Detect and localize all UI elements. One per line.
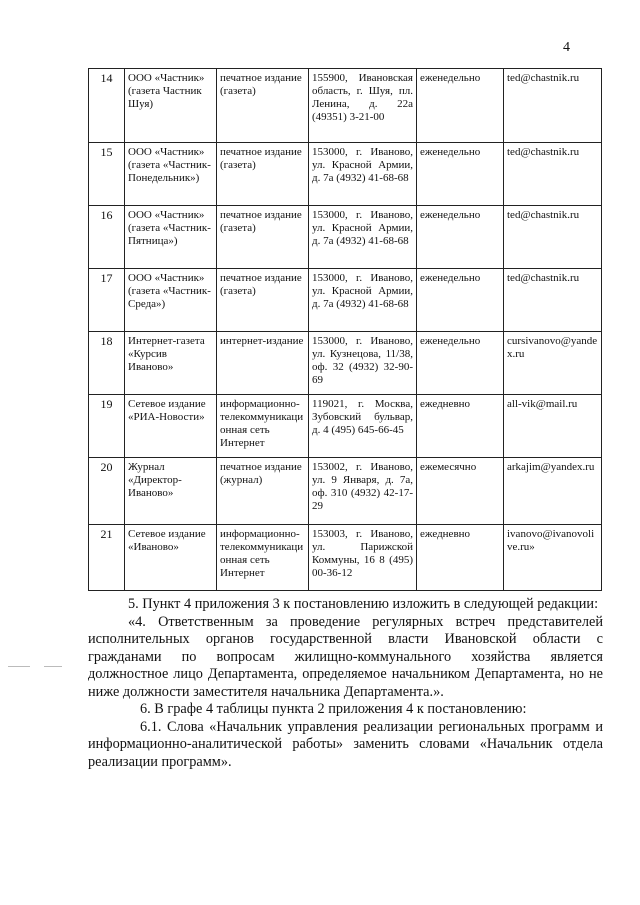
table-row (89, 206, 602, 269)
table-row (89, 269, 602, 332)
organization-name: Журнал «Директор-Иваново» (125, 458, 217, 525)
media-type: печатное издание (газета) (217, 143, 309, 206)
scan-mark (44, 666, 62, 667)
table-row (89, 332, 602, 395)
publication-frequency: еженедельно (417, 69, 504, 143)
row-number: 15 (89, 143, 125, 206)
email: ted@chastnik.ru (504, 143, 602, 206)
publication-frequency: еженедельно (417, 269, 504, 332)
organization-name: Интернет-газета «Курсив Иваново» (125, 332, 217, 395)
email: arkajim@yandex.ru (504, 458, 602, 525)
table-row (89, 143, 602, 206)
paragraph-item-6: 6. В графе 4 таблицы пункта 2 приложения 4 к постановлению: (140, 701, 527, 717)
media-type: информационно-телекоммуникационная сеть Интернет (217, 395, 309, 458)
row-number: 20 (89, 458, 125, 525)
media-type: информационно-телекоммуникационная сеть Интернет (217, 525, 309, 591)
address-contacts: 153000, г. Иваново, ул. Красной Армии, д. 7а (4932) 41-68-68 (309, 269, 417, 332)
organization-name: ООО «Частник» (газета Частник Шуя) (125, 69, 217, 143)
media-type: печатное издание (газета) (217, 206, 309, 269)
paragraph-item-6-1: 6.1. Слова «Начальник управления реализации региональных программ и информационно-аналитической работы» заменить словами «Начальник отдела реализации программ». (88, 718, 603, 770)
address-contacts: 119021, г. Москва, Зубовский бульвар, д. 4 (495) 645-66-45 (309, 395, 417, 458)
email: all-vik@mail.ru (504, 395, 602, 458)
address-contacts: 153002, г. Иваново, ул. 9 Января, д. 7а, оф. 310 (4932) 42-17-29 (309, 458, 417, 525)
address-contacts: 153003, г. Иваново, ул. Парижской Коммуны, 16 8 (495) 00-36-12 (309, 525, 417, 591)
media-table (88, 68, 602, 591)
email: cursivanovo@yandex.ru (504, 332, 602, 395)
row-number: 18 (89, 332, 125, 395)
row-number: 17 (89, 269, 125, 332)
address-contacts: 155900, Ивановская область, г. Шуя, пл. Ленина, д. 22а (49351) 3-21-00 (309, 69, 417, 143)
organization-name: Сетевое издание «РИА-Новости» (125, 395, 217, 458)
scan-mark (8, 666, 30, 667)
address-contacts: 153000, г. Иваново, ул. Красной Армии, д. 7а (4932) 41-68-68 (309, 206, 417, 269)
table-row (89, 395, 602, 458)
table-row (89, 525, 602, 591)
publication-frequency: еженедельно (417, 206, 504, 269)
organization-name: ООО «Частник» (газета «Частник-Пятница») (125, 206, 217, 269)
email: ted@chastnik.ru (504, 69, 602, 143)
media-type: интернет-издание (217, 332, 309, 395)
organization-name: ООО «Частник» (газета «Частник-Понедельник») (125, 143, 217, 206)
media-type: печатное издание (газета) (217, 269, 309, 332)
organization-name: Сетевое издание «Иваново» (125, 525, 217, 591)
row-number: 21 (89, 525, 125, 591)
media-type: печатное издание (газета) (217, 69, 309, 143)
page-number: 4 (563, 40, 570, 55)
email: ted@chastnik.ru (504, 269, 602, 332)
media-type: печатное издание (журнал) (217, 458, 309, 525)
publication-frequency: ежедневно (417, 525, 504, 591)
paragraph-item-5: 5. Пункт 4 приложения 3 к постановлению изложить в следующей редакции: (128, 596, 599, 612)
address-contacts: 153000, г. Иваново, ул. Кузнецова, 11/38, оф. 32 (4932) 32-90-69 (309, 332, 417, 395)
table-row (89, 69, 602, 143)
publication-frequency: ежемесячно (417, 458, 504, 525)
row-number: 19 (89, 395, 125, 458)
organization-name: ООО «Частник» (газета «Частник-Среда») (125, 269, 217, 332)
document-body (88, 596, 603, 771)
email: ted@chastnik.ru (504, 206, 602, 269)
row-number: 16 (89, 206, 125, 269)
address-contacts: 153000, г. Иваново, ул. Красной Армии, д. 7а (4932) 41-68-68 (309, 143, 417, 206)
publication-frequency: еженедельно (417, 143, 504, 206)
publication-frequency: еженедельно (417, 332, 504, 395)
paragraph-item-5-quote: «4. Ответственным за проведение регулярных встреч представителей исполнительных органов государственной власти Ивановской области с гражданами по вопросам жилищно-коммунального хозяйства является должностное лицо Департамента, определяемое начальником Департамента, но не ниже должности заместителя начальника Департамента.». (88, 613, 603, 700)
email: ivanovo@ivanovolive.ru» (504, 525, 602, 591)
table-row (89, 458, 602, 525)
row-number: 14 (89, 69, 125, 143)
publication-frequency: ежедневно (417, 395, 504, 458)
